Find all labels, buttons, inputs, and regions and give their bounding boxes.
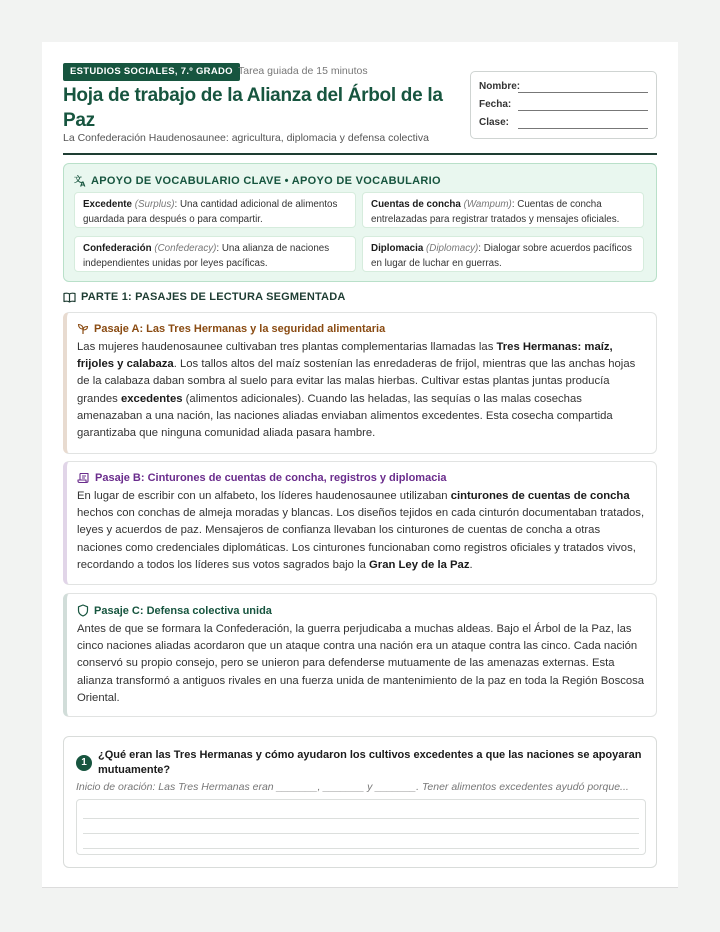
vocabulary-title-text: APOYO DE VOCABULARIO CLAVE • APOYO DE VOCABULARIO <box>91 174 441 187</box>
question-text: ¿Qué eran las Tres Hermanas y cómo ayudaron los cultivos excedentes a que las naciones se apoyaran mutuamente? <box>98 749 642 776</box>
vocab-card <box>362 192 644 228</box>
vocab-english: (Diplomacy) <box>426 243 479 254</box>
shield-icon <box>77 604 89 617</box>
question-number: 1 <box>76 755 92 771</box>
vocab-term: Cuentas de concha <box>371 199 461 210</box>
name-label: Nombre: <box>479 81 521 92</box>
passage-a-body <box>77 339 646 442</box>
vocab-english: (Confederacy) <box>154 243 217 254</box>
passage-b-heading <box>77 472 646 484</box>
date-label: Fecha: <box>479 99 512 110</box>
vocab-term: Confederación <box>83 243 152 254</box>
class-field[interactable] <box>518 128 648 129</box>
answer-line <box>83 848 639 849</box>
passage-text: . <box>469 558 473 571</box>
task-duration: Tarea guiada de 15 minutos <box>238 65 368 77</box>
vocab-definition: : Una alianza de naciones independientes unidas por leyes pacíficas. <box>83 243 330 269</box>
passage-b-title: Pasaje B: Cinturones de cuentas de concha, registros y diplomacia <box>95 472 447 484</box>
worksheet-page <box>42 42 678 888</box>
passage-text: En lugar de escribir con un alfabeto, los líderes haudenosaunee utilizaban <box>77 490 451 502</box>
question-card <box>63 736 657 868</box>
scroll-icon <box>77 472 90 484</box>
passage-text: (alimentos adicionales). Cuando las heladas, las sequías o las malas cosechas amenazaban a una nación, las naciones aliadas enviaban alimentos excedentes. Esta cosecha compartida garantizaba que ninguna comunidad aliada pasara hambre. <box>77 392 613 440</box>
book-icon <box>63 292 76 303</box>
passage-c-title: Pasaje C: Defensa colectiva unida <box>94 604 272 617</box>
vocab-term: Diplomacia <box>371 243 424 254</box>
translate-icon <box>74 174 87 187</box>
passage-bold-text: cinturones de cuentas de concha <box>450 490 630 502</box>
svg-text:文: 文 <box>74 175 83 184</box>
vocabulary-support-box <box>63 163 657 282</box>
vocab-card <box>362 236 644 272</box>
name-field[interactable] <box>518 92 648 93</box>
passage-a-heading <box>77 323 646 335</box>
part1-title <box>63 291 346 303</box>
vocab-term: Excedente <box>83 199 133 210</box>
worksheet-header <box>63 63 657 155</box>
passage-c-body <box>77 621 646 707</box>
part1-title-text: PARTE 1: PASAJES DE LECTURA SEGMENTADA <box>81 291 346 303</box>
subject-badge: ESTUDIOS SOCIALES, 7.º GRADO <box>63 63 240 81</box>
vocab-definition: : Una cantidad adicional de alimentos guardada para después o para compartir. <box>83 199 338 225</box>
vocab-card <box>74 192 356 228</box>
vocabulary-title <box>74 174 441 187</box>
passage-a <box>63 312 657 454</box>
vocab-card <box>74 236 356 272</box>
vocab-english: (Wampum) <box>463 199 512 210</box>
passage-text: hechos con conchas de almeja moradas y blancas. Los diseños tejidos en cada cinturón documentaban tratados, leyes y acuerdos de paz. Mensajeros de confianza llevaban los cinturones de cuentas de concha a otras naciones como credenciales diplomáticas. Los cinturones funcionaban como registros oficiales y tratados vivos, recordando a todos los líderes sus votos sagrados bajo la <box>77 507 645 571</box>
sentence-starter: Inicio de oración: Las Tres Hermanas eran _______, _______ y _______. Tener alimentos excedentes ayudó porque... <box>76 781 629 793</box>
passage-a-title: Pasaje A: Las Tres Hermanas y la seguridad alimentaria <box>94 323 386 335</box>
answer-line <box>83 833 639 834</box>
vocab-definition: : Cuentas de concha entrelazadas para registrar tratados y mensajes oficiales. <box>371 199 620 225</box>
passage-c-heading <box>77 604 646 617</box>
date-field[interactable] <box>518 110 648 111</box>
page-title: Hoja de trabajo de la Alianza del Árbol de la Paz <box>63 85 443 131</box>
passage-b <box>63 461 657 585</box>
passage-bold-text: excedentes <box>120 392 183 405</box>
vocab-definition: : Dialogar sobre acuerdos pacíficos en lugar de luchar en guerras. <box>371 243 632 269</box>
passage-c <box>63 593 657 717</box>
answer-line <box>83 818 639 819</box>
passage-text: . Los tallos altos del maíz sostenían las enredaderas de frijol, mientras que las anchas hojas de la calabaza daban sombra al suelo para evitar las malas hierbas. Cultivar estas plantas juntas producía grandes <box>77 358 636 405</box>
class-label: Clase: <box>479 117 510 128</box>
passage-bold-text: Gran Ley de la Paz <box>369 558 470 571</box>
passage-text: Antes de que se formara la Confederación, la guerra perjudicaba a muchas aldeas. Bajo el Árbol de la Paz, las cinco naciones aliadas acordaron que un ataque contra una nación era un ataque contra las cinco. Cada nación conservó su propio consejo, pero se unieron para defenderse mutuamente de las amenazas externas. Esta alianza transformó a antiguos rivales en una fuerza unida de mantenimiento de la paz en toda la Región Boscosa Oriental. <box>77 623 645 704</box>
passage-b-body <box>77 488 646 574</box>
answer-area[interactable] <box>76 799 646 855</box>
vocab-english: (Surplus) <box>134 199 175 210</box>
sprout-icon <box>77 323 89 335</box>
passage-bold-text: Tres Hermanas: maíz, frijoles y calabaza <box>77 341 613 371</box>
page-subtitle: La Confederación Haudenosaunee: agricultura, diplomacia y defensa colectiva <box>63 132 429 144</box>
svg-text:A: A <box>80 180 86 187</box>
student-info-box <box>470 71 657 139</box>
passage-text: Las mujeres haudenosaunee cultivaban tres plantas complementarias llamadas las <box>77 341 497 353</box>
